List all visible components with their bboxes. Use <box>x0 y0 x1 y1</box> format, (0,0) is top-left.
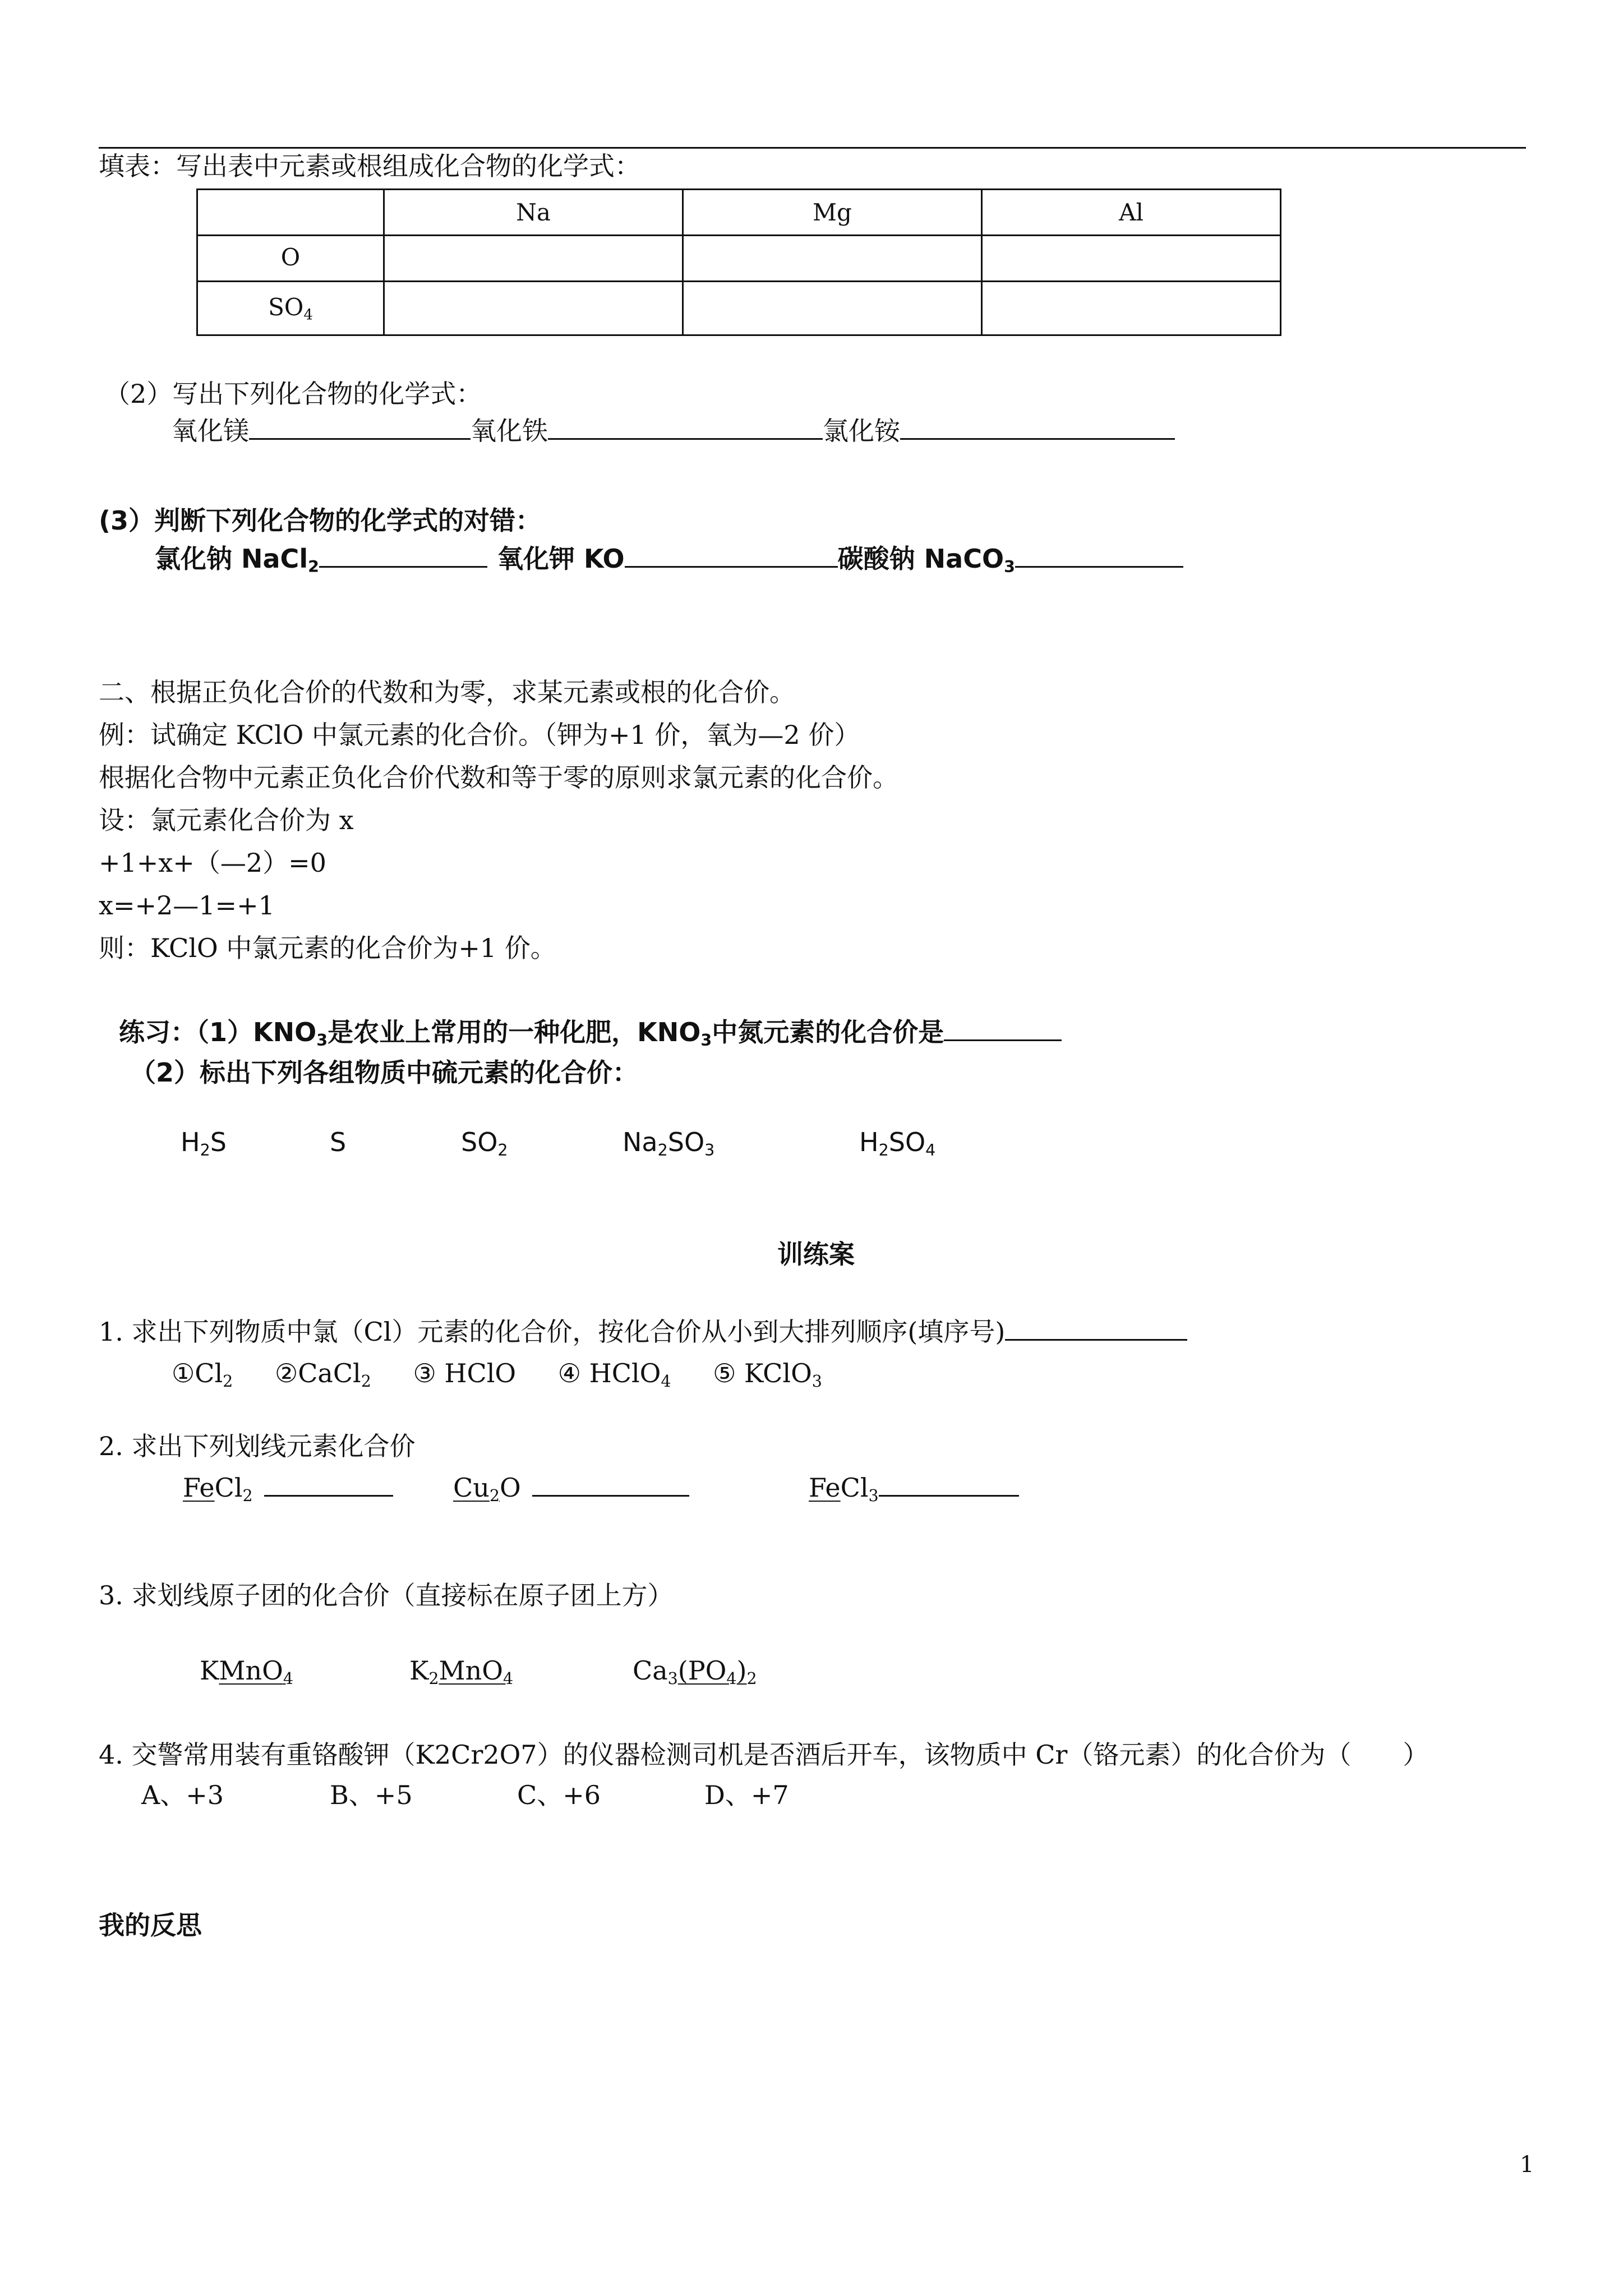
equation-line: +1+x+（—2）=0 <box>99 848 326 878</box>
option: ④ HClO$_4$ <box>557 1358 671 1391</box>
answer-blank[interactable] <box>944 1017 1062 1041</box>
answer-blank[interactable] <box>249 416 471 440</box>
answer-blank[interactable] <box>319 544 487 568</box>
answer-blank[interactable] <box>879 1473 1019 1497</box>
table-cell[interactable] <box>384 236 683 282</box>
training-q1: 1. 求出下列物质中氯（Cl）元素的化合价，按化合价从小到大排列顺序(填序号) <box>99 1316 1187 1347</box>
table-cell[interactable] <box>982 236 1281 282</box>
table-cell[interactable] <box>982 282 1281 335</box>
conclusion-line: 则：KClO 中氯元素的化合价为+1 价。 <box>99 933 556 963</box>
answer-blank[interactable] <box>548 416 823 440</box>
q2-formula: FeCl$_3$ <box>809 1472 1019 1512</box>
q2-items <box>172 415 1175 447</box>
q3-item-label: 氧化钾 KO <box>497 544 625 574</box>
row-label-o: O <box>197 236 384 282</box>
training-q4: 4. 交警常用装有重铬酸钾（K2Cr2O7）的仪器检测司机是否酒后开车，该物质中 Cr（铬元素）的化合价为（ ） <box>99 1740 1429 1770</box>
answer-blank[interactable] <box>625 544 838 568</box>
table-header-al: Al <box>982 190 1281 236</box>
q2-formula: FeCl$_2$ <box>183 1472 393 1512</box>
let-line: 设：氯元素化合价为 x <box>99 805 354 835</box>
page-number: 1 <box>1520 2152 1534 2178</box>
q4-option-a[interactable]: A、+3 <box>141 1780 224 1810</box>
option: ⑤ KClO$_3$ <box>713 1358 822 1391</box>
q3-item-label: 氯化钠 NaCl$_2$ <box>155 544 319 576</box>
q2-item-label: 氧化镁 <box>172 416 249 446</box>
table-row <box>197 282 1281 335</box>
answer-blank[interactable] <box>532 1473 689 1497</box>
principle-line: 根据化合物中元素正负化合价代数和等于零的原则求氯元素的化合价。 <box>99 762 898 793</box>
row-label-so4: $SO_4$ <box>197 282 384 335</box>
table-row <box>197 236 1281 282</box>
table-header-mg: Mg <box>683 190 982 236</box>
answer-blank[interactable] <box>1015 544 1183 568</box>
q3-formula: KMnO$_4$ <box>200 1655 293 1688</box>
fill-table-title: 填表：写出表中元素或根组成化合物的化学式： <box>99 151 640 181</box>
q3-item-label: 碳酸钠 NaCO$_3$ <box>837 544 1015 576</box>
option: ③ HClO <box>413 1358 517 1388</box>
option: $①Cl_2$ <box>172 1358 233 1391</box>
q2-title: （2）写出下列化合物的化学式： <box>104 379 482 409</box>
sulfur-compound: $H_2S$ <box>181 1127 227 1159</box>
q2-formula: $Cu_2O$ <box>453 1472 689 1512</box>
q4-option-b[interactable]: B、+5 <box>330 1780 413 1810</box>
practice2-line: （2）标出下列各组物质中硫元素的化合价： <box>130 1057 639 1088</box>
sulfur-compound: $Na_2SO_3$ <box>623 1127 715 1159</box>
sulfur-compound: $SO_2$ <box>461 1127 508 1159</box>
q1-options <box>172 1358 822 1397</box>
q3-title: (3）判断下列化合物的化学式的对错： <box>99 505 542 536</box>
q4-option-c[interactable]: C、+6 <box>517 1780 601 1810</box>
section2-heading: 二、根据正负化合价的代数和为零，求某元素或根的化合价。 <box>99 677 795 707</box>
answer-blank[interactable] <box>264 1473 393 1497</box>
example-line: 例：试确定 KClO 中氯元素的化合价。（钾为+1 价，氧为—2 价） <box>99 720 860 750</box>
table-header-empty <box>197 190 384 236</box>
reflection-heading: 我的反思 <box>99 1910 202 1940</box>
training-q3: 3. 求划线原子团的化合价（直接标在原子团上方） <box>99 1580 674 1611</box>
table-header-na: Na <box>384 190 683 236</box>
q3-items <box>155 543 1183 583</box>
training-q2: 2. 求出下列划线元素化合价 <box>99 1431 416 1461</box>
sulfur-compound: S <box>330 1127 347 1157</box>
answer-blank[interactable] <box>1005 1317 1187 1341</box>
training-title: 训练案 <box>777 1239 855 1269</box>
solution-line: x=+2—1=+1 <box>99 890 275 921</box>
option: ②CaCl$_2$ <box>274 1358 371 1391</box>
table-cell[interactable] <box>384 282 683 335</box>
q4-option-d[interactable]: D、+7 <box>704 1780 789 1810</box>
q3-formula: $Ca_3(PO_4)_2$ <box>633 1655 757 1688</box>
sulfur-compound: $H_2SO_4$ <box>859 1127 936 1159</box>
answer-blank[interactable] <box>900 416 1175 440</box>
fill-table <box>196 188 1281 336</box>
q2-item-label: 氧化铁 <box>471 416 548 446</box>
practice1-line: 练习：$(1)KNO_3$是农业上常用的一种化肥，$KNO_3$中氮元素的化合价是 <box>119 1016 1062 1056</box>
q3-formula: $K_2MnO_4$ <box>409 1655 514 1688</box>
header-rule <box>99 147 1526 149</box>
table-cell[interactable] <box>683 282 982 335</box>
q2-item-label: 氯化铵 <box>823 416 900 446</box>
table-cell[interactable] <box>683 236 982 282</box>
